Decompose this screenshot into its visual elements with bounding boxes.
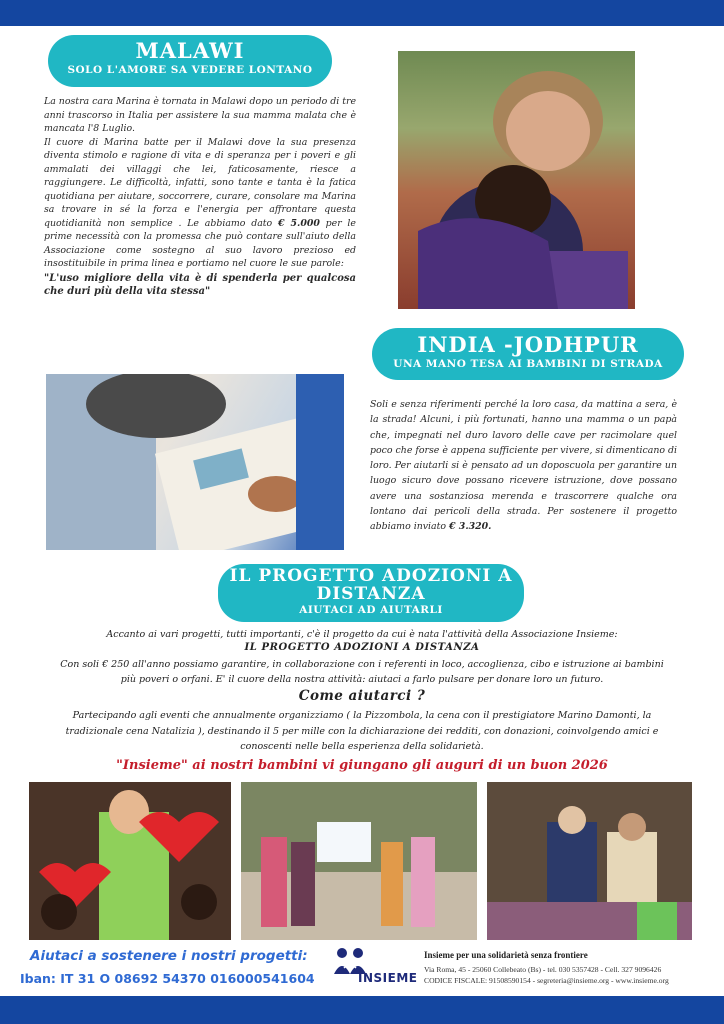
come-aiutarci-heading: Come aiutarci ? (298, 688, 426, 704)
bottom-band (0, 996, 724, 1024)
adozioni-intro: Accanto ai vari progetti, tutti importanti, c'è il progetto da cui è nata l'attività della Associazione Insieme: (106, 629, 618, 640)
india-paragraph: Soli e senza riferimenti perché la loro casa, da mattina a sera, è la strada! Alcuni, i più fortunati, hanno una mamma o un papà che, impegnati nel duro lavoro delle cave per racimolare quel poco che forse è appena sufficiente per vivere, si dimenticano di loro. Per aiutarli si è pensato ad un doposcuola per garantire un luogo sicuro dove possano ricevere istruzione, dove possano avere una sostanziosa merenda e trascorrere qualche ora lontano dai pericoli della strada. Per sostenere il progetto abbiamo inviato (370, 399, 677, 533)
malawi-amount: € 5.000 (277, 217, 320, 229)
photo-kids3-illustration (487, 782, 692, 940)
organization-codice: CODICE FISCALE: 91508590154 - segreteria@insieme.org - www.insieme.org (424, 976, 669, 985)
come-aiutarci-paragraph: Partecipando agli eventi che annualmente organizziamo ( la Pizzombola, la cena con il prestigiatore Marino Damonti, la tradizionale cena Natalizia ), destinando il 5 per mille con la dichiarazione dei redditi, con donazioni, coinvolgendo amici e conoscenti nelle bella esperienza della solidarietà. (65, 710, 659, 752)
photo-children-group (487, 782, 692, 940)
malawi-header (48, 35, 332, 87)
adozioni-header (218, 564, 524, 622)
photo-kids2-illustration (241, 782, 477, 940)
insieme-logo (330, 946, 414, 992)
malawi-paragraph-2a: Il cuore di Marina batte per il Malawi dove la sua presenza diventa stimolo e ragione di vita e di speranza per i poveri e gli ammalati dei villaggi che lei, faticosamente, riesce a raggiungere. Le difficoltà, infatti, sono tante e tanta è la fatica quotidiana per aiutare, soccorrere, curare, consolare ma Marina sa trovare in sé la forza e l'energia per affrontare questa quotidianità non semplice . Le abbiamo dato (44, 136, 356, 229)
india-subtitle: UNA MANO TESA AI BAMBINI DI STRADA (393, 358, 663, 370)
photo-kids1-illustration (29, 782, 231, 940)
malawi-subtitle: SOLO L'AMORE SA VEDERE LONTANO (67, 64, 313, 76)
top-band (0, 0, 724, 26)
india-amount: € 3.320. (449, 521, 492, 533)
organization-name: Insieme per una solidarietà senza frontiere (424, 950, 588, 960)
photo-children-hearts (29, 782, 231, 940)
india-article (370, 397, 677, 535)
malawi-article (44, 95, 356, 298)
photo-marina-hug (398, 51, 635, 309)
india-title: INDIA -JODHPUR (417, 332, 639, 357)
organization-contacts (424, 964, 714, 986)
organization-address: Via Roma, 45 - 25060 Collebeato (Bs) - tel. 030 5357428 - Cell. 327 9096426 (424, 965, 662, 974)
logo-wordmark: INSIEME (358, 971, 418, 985)
india-header (372, 328, 684, 380)
adozioni-title: IL PROGETTO ADOZIONI A DISTANZA (229, 566, 513, 604)
adozioni-subhead: IL PROGETTO ADOZIONI A DISTANZA (244, 642, 480, 653)
season-greeting: "Insieme" ai nostri bambini vi giungano gli auguri di un buon 2026 (116, 758, 608, 773)
malawi-paragraph-2b: per le prime necessità con la promessa che può contare sull'aiuto della Associazione come sostegno al suo lavoro prezioso ed insostituibile in prima linea e portiamo nel cuore le sue parole: (44, 217, 356, 269)
adozioni-subtitle: AIUTACI AD AIUTARLI (299, 604, 443, 616)
adozioni-paragraph: Con soli € 250 all'anno possiamo garantire, in collaborazione con i referenti in loco, accoglienza, cibo e istruzione ai bambini più poveri o orfani. E' il cuore della nostra attività: aiutaci a farlo pulsare per donare loro un futuro. (60, 659, 664, 685)
photo-child-studying (46, 374, 344, 550)
malawi-paragraph-1: La nostra cara Marina è tornata in Malawi dopo un periodo di tre anni trascorso in Italia per assistere la sua mamma malata che è mancata l'8 Luglio. (44, 96, 356, 134)
photo-hug-illustration (398, 51, 635, 309)
malawi-quote: "L'uso migliore della vita è di spenderla per qualcosa che duri più della vita stessa" (44, 272, 356, 297)
photo-study-illustration (46, 374, 344, 550)
support-callout: Aiutaci a sostenere i nostri progetti: (30, 948, 308, 964)
iban-line: Iban: IT 31 O 08692 54370 016000541604 (20, 971, 315, 986)
malawi-title: MALAWI (135, 38, 245, 63)
photo-children-sign (241, 782, 477, 940)
